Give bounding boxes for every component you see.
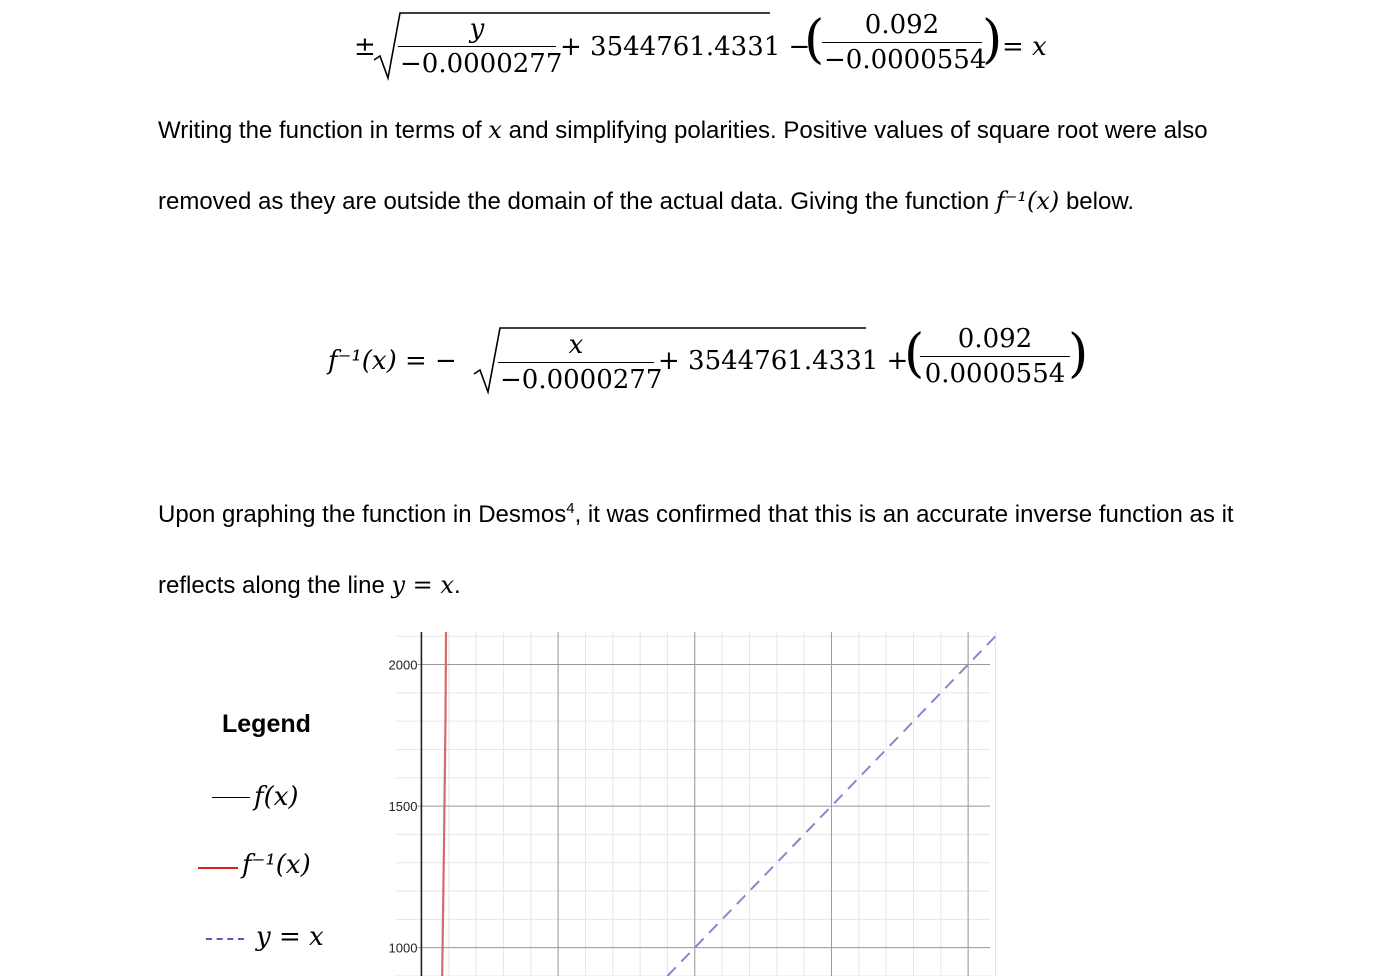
legend-title: Legend: [222, 710, 311, 738]
inverse-fraction-numerator: x: [568, 330, 584, 360]
top-paren-fraction-numerator: 0.092: [864, 10, 940, 40]
series-line-identity: [667, 632, 999, 976]
inverse-paren-fraction-denominator: 0.0000554: [920, 356, 1070, 387]
paragraph2-eq: y = x: [391, 571, 454, 599]
inverse-paren-fraction: [920, 326, 1070, 387]
paragraph1-text-b: and simplifying polarities. Positive values of square root were also removed as they are outside the domain of the actual data. Giving the function: [158, 117, 1208, 215]
left-paren: (: [904, 324, 925, 384]
top-fraction-denominator: −0.0000277: [398, 46, 556, 77]
paragraph1-text-c: below.: [1059, 188, 1134, 215]
inverse-fraction-denominator: −0.0000277: [498, 362, 654, 393]
paragraph2-text-a: Upon graphing the function in Desmos: [158, 501, 567, 528]
inverse-equation-lhs: f⁻¹(x) = −: [328, 346, 457, 376]
inverse-equation: [328, 322, 1088, 400]
paragraph-desmos: [158, 480, 1258, 621]
desmos-graph: [388, 632, 990, 976]
footnote-superscript: 4: [566, 500, 575, 517]
right-paren: ): [1068, 324, 1089, 384]
paragraph-writing-function: [158, 95, 1258, 237]
legend-line-yx: [206, 938, 244, 940]
legend-label-finv: f⁻¹(x): [242, 850, 311, 880]
top-equation: [352, 8, 1052, 86]
y-tick-label: 2000: [388, 657, 418, 673]
top-paren-fraction-denominator: −0.0000554: [822, 42, 982, 73]
legend-line-finv: [198, 867, 238, 869]
legend-line-fx: [212, 797, 250, 798]
inverse-fraction: [498, 330, 663, 395]
left-paren: (: [804, 10, 825, 70]
top-equation-rhs: = x: [1002, 32, 1047, 62]
y-tick-label: 1500: [388, 799, 418, 815]
top-fraction-numerator: y: [469, 14, 485, 44]
paragraph1-fn-label: f⁻¹(x): [995, 187, 1060, 215]
paragraph1-text-a: Writing the function in terms of: [158, 117, 489, 144]
paragraph2-text-b: , it was confirmed that this is an accurate inverse function as it reflects along the line: [158, 501, 1234, 599]
inverse-paren-fraction-numerator: 0.092: [957, 324, 1033, 354]
inverse-constant-term: + 3544761.4331 +: [658, 346, 909, 376]
right-paren: ): [982, 10, 1003, 70]
series-line-inverse: [442, 632, 446, 976]
top-fraction: [398, 14, 563, 79]
plus-minus-sign: ±: [354, 32, 376, 62]
legend-label-yx: y = x: [256, 922, 324, 952]
top-constant-term: + 3544761.4331 −: [560, 32, 811, 62]
top-paren-fraction: [822, 10, 987, 75]
paragraph1-var-x: x: [488, 116, 502, 144]
legend-label-fx: f(x): [254, 782, 299, 812]
paragraph2-text-c: .: [453, 572, 461, 599]
y-tick-label: 1000: [388, 940, 418, 956]
